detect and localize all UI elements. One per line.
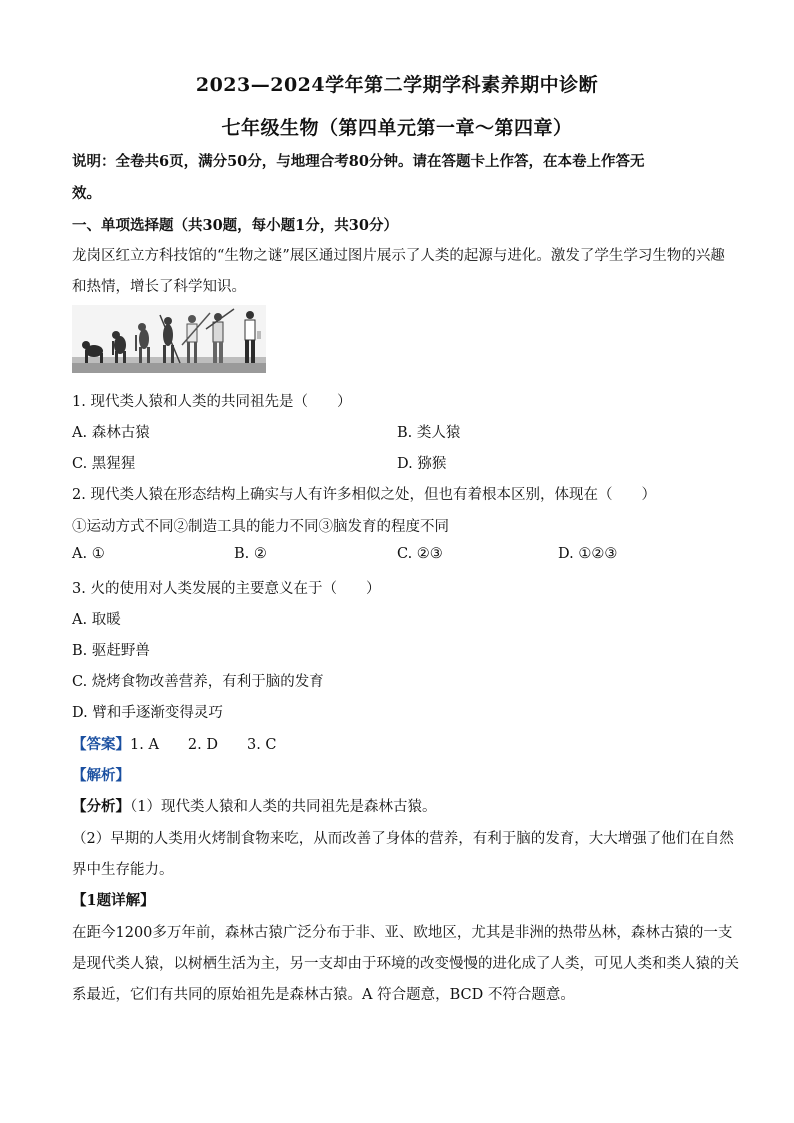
q1-option-b: B. 类人猿 <box>397 425 461 441</box>
intro-line-1: 龙岗区红立方科技馆的“生物之谜”展区通过图片展示了人类的起源与进化。激发了学生学习生物的兴趣 <box>72 248 725 264</box>
q1-option-c: C. 黑猩猩 <box>72 456 136 472</box>
q2-stem: 2. 现代类人猿在形态结构上确实与人有许多相似之处，但也有着根本区别，体现在（ ） <box>72 487 656 503</box>
q2-option-d: D. ①②③ <box>558 546 618 562</box>
q3-option-a: A. 取暖 <box>72 612 121 628</box>
q1-stem: 1. 现代类人猿和人类的共同祖先是（ ） <box>72 394 352 410</box>
intro-line-2: 和热情，增长了科学知识。 <box>72 279 246 295</box>
answer-tag: 【答案】 <box>72 736 130 753</box>
q3-option-b: B. 驱赶野兽 <box>72 643 150 659</box>
notice-line-2: 效。 <box>72 185 101 202</box>
detail-heading: 【1题详解】 <box>72 892 155 909</box>
answer-text: 1. A 2. D 3. C <box>130 737 277 753</box>
human-evolution-image <box>72 305 266 373</box>
q2-option-c: C. ②③ <box>397 546 443 562</box>
analysis-heading <box>72 764 130 785</box>
fenxi-line-2: （2）早期的人类用火烤制食物来吃，从而改善了身体的营养，有利于脑的发育，大大增强了他们在自然 <box>72 831 734 847</box>
analysis-tag: 【解析】 <box>72 767 130 784</box>
q3-stem: 3. 火的使用对人类发展的主要意义在于（ ） <box>72 581 381 597</box>
fenxi-tag: 【分析】 <box>72 798 130 815</box>
exam-subtitle: 七年级生物（第四单元第一章～第四章） <box>221 117 573 139</box>
exam-title: 2023—2024学年第二学期学科素养期中诊断 <box>195 74 599 96</box>
fenxi-line-3: 界中生存能力。 <box>72 862 174 878</box>
q1-option-d: D. 猕猴 <box>397 456 447 472</box>
q2-statements: ①运动方式不同②制造工具的能力不同③脑发育的程度不同 <box>72 519 449 535</box>
q3-option-d: D. 臂和手逐渐变得灵巧 <box>72 705 223 721</box>
fenxi-line-1 <box>72 795 436 816</box>
fenxi-text-1: （1）现代类人猿和人类的共同祖先是森林古猿。 <box>130 799 437 815</box>
answer-line <box>72 733 277 754</box>
q2-option-a: A. ① <box>72 546 105 562</box>
q1-option-a: A. 森林古猿 <box>72 425 150 441</box>
section-heading: 一、单项选择题（共30题，每小题1分，共30分） <box>72 217 398 234</box>
q3-option-c: C. 烧烤食物改善营养，有利于脑的发育 <box>72 674 324 690</box>
notice-line-1: 说明：全卷共6页，满分50分，与地理合考80分钟。请在答题卡上作答，在本卷上作答无 <box>72 153 645 170</box>
q2-option-b: B. ② <box>234 546 267 562</box>
detail-line-1: 在距今1200多万年前，森林古猿广泛分布于非、亚、欧地区，尤其是非洲的热带丛林，森林古猿的一支 <box>72 925 733 941</box>
detail-line-2: 是现代类人猿，以树栖生活为主，另一支却由于环境的改变慢慢的进化成了人类，可见人类和类人猿的关 <box>72 956 739 972</box>
detail-line-3: 系最近，它们有共同的原始祖先是森林古猿。A 符合题意，BCD 不符合题意。 <box>72 987 575 1003</box>
